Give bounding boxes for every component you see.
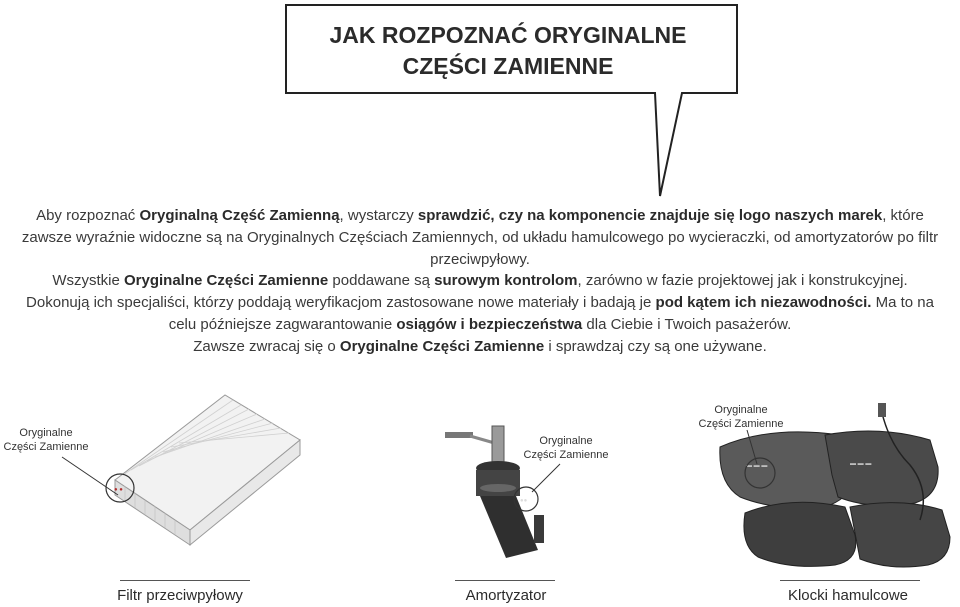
p2-run-1: Oryginalne Części Zamienne bbox=[124, 272, 329, 290]
p1-run-1: Oryginalną Część Zamienną bbox=[139, 207, 340, 224]
p1-run-0: Aby rozpoznać bbox=[36, 207, 140, 224]
paragraph-2 bbox=[20, 270, 940, 335]
filter-callout-line1: Oryginalne bbox=[19, 427, 73, 439]
svg-text:● ●: ● ● bbox=[114, 487, 123, 493]
p1-run-4: , które zawsze wyraźnie widoczne są na Oryginalnych Częściach Zamiennych, od układu hamulcowego po wycieraczki, od amortyzatorów po filtr przeciwpyłowy. bbox=[21, 207, 939, 268]
svg-text:▬ ▬ ▬: ▬ ▬ ▬ bbox=[746, 463, 768, 469]
shock-callout-line1: Oryginalne bbox=[539, 435, 593, 447]
paragraph-3 bbox=[20, 336, 940, 358]
svg-text:▬ ▬ ▬: ▬ ▬ ▬ bbox=[850, 461, 872, 467]
filter-caption: Filtr przeciwpyłowy bbox=[117, 587, 243, 604]
p2-run-7: osiągów i bezpieczeństwa bbox=[396, 315, 583, 333]
page-title-line2: CZĘŚCI ZAMIENNE bbox=[402, 53, 614, 79]
shock-caption-rule bbox=[455, 580, 555, 581]
filter-callout-line bbox=[60, 455, 130, 505]
p2-run-8: dla Ciebie i Twoich pasażerów. bbox=[582, 315, 792, 333]
page-title bbox=[288, 20, 728, 82]
brakes-callout-label bbox=[681, 403, 801, 431]
p1-run-3: sprawdzić, czy na komponencie znajduje się logo naszych marek bbox=[417, 207, 883, 224]
p3-run-1: Oryginalne Części Zamienne bbox=[339, 337, 545, 355]
shock-callout-line bbox=[530, 462, 570, 502]
svg-text:●●: ●● bbox=[520, 498, 528, 504]
p3-run-2: i sprawdzaj czy są one używane. bbox=[544, 337, 767, 355]
p2-run-6: Ma to na celu późniejsze zagwarantowanie bbox=[168, 294, 934, 333]
p2-run-0: Wszystkie bbox=[52, 272, 124, 290]
brakes-callout-line1: Oryginalne bbox=[714, 404, 768, 416]
brakes-callout-line2: Części Zamienne bbox=[698, 418, 784, 430]
paragraph-1 bbox=[20, 205, 940, 270]
shock-callout-line2: Części Zamienne bbox=[523, 449, 609, 461]
brakes-caption-rule bbox=[780, 580, 920, 581]
filter-callout-line2: Części Zamienne bbox=[3, 441, 89, 453]
p2-run-5: pod kątem ich niezawodności. bbox=[655, 294, 872, 312]
brakes-caption: Klocki hamulcowe bbox=[787, 587, 909, 604]
page-title-line1: JAK ROZPOZNAĆ ORYGINALNE bbox=[329, 22, 687, 48]
shock-caption: Amortyzator bbox=[465, 587, 547, 604]
p3-run-0: Zawsze zwracaj się o bbox=[193, 337, 340, 355]
body-text bbox=[20, 205, 940, 358]
shock-callout-label bbox=[506, 434, 626, 462]
filter-callout-label bbox=[0, 426, 106, 454]
filter-caption-rule bbox=[120, 580, 250, 581]
brakes-callout-line bbox=[745, 428, 775, 468]
p2-run-3: surowym kontrolom bbox=[434, 272, 578, 290]
p2-run-4: , zarówno w fazie projektowej jak i konstrukcyjnej. Dokonują ich specjaliści, którzy poddają weryfikacjom zastosowane nowe materiały i badają je bbox=[26, 272, 908, 312]
p1-run-2: , wystarczy bbox=[339, 207, 418, 224]
p2-run-2: poddawane są bbox=[328, 272, 435, 290]
